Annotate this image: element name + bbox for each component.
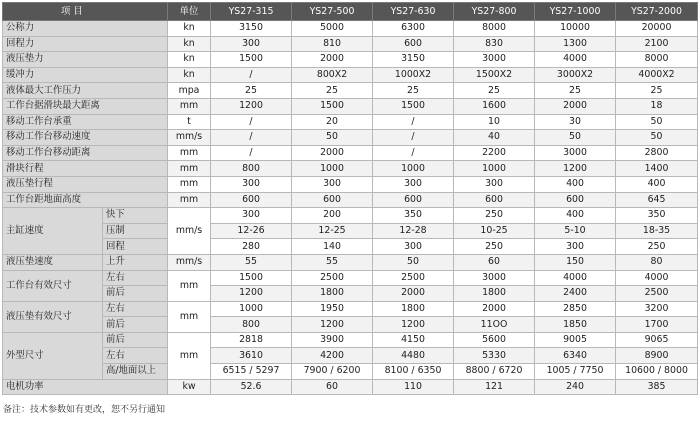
table-cell: 600 bbox=[373, 36, 454, 52]
row-label: 移动工作台移动速度 bbox=[3, 130, 168, 146]
table-cell: 1850 bbox=[535, 317, 616, 333]
group-label: 液压垫有效尺寸 bbox=[3, 301, 103, 332]
row-label: 液压垫力 bbox=[3, 52, 168, 68]
table-cell: 600 bbox=[535, 192, 616, 208]
row-unit: kn bbox=[168, 36, 211, 52]
table-cell: 3000 bbox=[454, 52, 535, 68]
table-cell: 250 bbox=[454, 208, 535, 224]
row-unit: mm/s bbox=[168, 254, 211, 270]
table-cell: 8800 / 6720 bbox=[454, 364, 535, 380]
table-cell: 25 bbox=[454, 83, 535, 99]
table-header-row bbox=[3, 3, 698, 21]
row-unit: mm bbox=[168, 98, 211, 114]
table-row bbox=[3, 36, 698, 52]
group-label: 工作台有效尺寸 bbox=[3, 270, 103, 301]
table-row bbox=[3, 83, 698, 99]
table-cell: 2000 bbox=[535, 98, 616, 114]
table-cell: 5000 bbox=[292, 21, 373, 37]
row-label: 缓冲力 bbox=[3, 67, 168, 83]
sub-label: 压制 bbox=[103, 223, 168, 239]
table-cell: 6340 bbox=[535, 348, 616, 364]
header-unit: 单位 bbox=[168, 3, 211, 21]
table-cell: 80 bbox=[616, 254, 698, 270]
table-cell: 9005 bbox=[535, 332, 616, 348]
table-cell: 12-25 bbox=[292, 223, 373, 239]
table-cell: 830 bbox=[454, 36, 535, 52]
table-cell: 1200 bbox=[211, 286, 292, 302]
header-model: YS27-1000 bbox=[535, 3, 616, 21]
table-cell: 3000X2 bbox=[535, 67, 616, 83]
table-cell: 1400 bbox=[616, 161, 698, 177]
table-cell: 300 bbox=[373, 239, 454, 255]
table-cell: 4000 bbox=[535, 52, 616, 68]
table-cell: 250 bbox=[454, 239, 535, 255]
table-cell: 1200 bbox=[292, 317, 373, 333]
table-cell: 1000X2 bbox=[373, 67, 454, 83]
table-row bbox=[3, 192, 698, 208]
table-cell: 7900 / 6200 bbox=[292, 364, 373, 380]
table-cell: 12-28 bbox=[373, 223, 454, 239]
table-cell: 55 bbox=[211, 254, 292, 270]
table-row bbox=[3, 270, 698, 286]
table-cell: 400 bbox=[535, 176, 616, 192]
table-cell: 10000 bbox=[535, 21, 616, 37]
table-cell: 10600 / 8000 bbox=[616, 364, 698, 380]
table-cell: 25 bbox=[616, 83, 698, 99]
table-cell: 400 bbox=[616, 176, 698, 192]
table-cell: 350 bbox=[616, 208, 698, 224]
table-cell: 12-26 bbox=[211, 223, 292, 239]
table-cell: 600 bbox=[454, 192, 535, 208]
table-cell: 3610 bbox=[211, 348, 292, 364]
table-cell: 25 bbox=[292, 83, 373, 99]
row-unit: mm bbox=[168, 176, 211, 192]
table-cell: 8000 bbox=[616, 52, 698, 68]
table-cell: 1300 bbox=[535, 36, 616, 52]
table-cell: 2000 bbox=[292, 145, 373, 161]
table-row bbox=[3, 254, 698, 270]
table-cell: 11OO bbox=[454, 317, 535, 333]
table-cell: 4480 bbox=[373, 348, 454, 364]
table-cell: 1800 bbox=[373, 301, 454, 317]
table-row bbox=[3, 176, 698, 192]
table-row bbox=[3, 161, 698, 177]
sub-label: 前后 bbox=[103, 332, 168, 348]
table-row bbox=[3, 364, 698, 380]
table-cell: 300 bbox=[373, 176, 454, 192]
table-cell: 800 bbox=[211, 317, 292, 333]
table-row bbox=[3, 332, 698, 348]
sub-label: 回程 bbox=[103, 239, 168, 255]
row-unit: mm bbox=[168, 270, 211, 301]
header-model: YS27-315 bbox=[211, 3, 292, 21]
table-row bbox=[3, 52, 698, 68]
sub-label: 左右 bbox=[103, 348, 168, 364]
row-label: 工作台距地面高度 bbox=[3, 192, 168, 208]
table-cell: 20000 bbox=[616, 21, 698, 37]
table-cell: 800X2 bbox=[292, 67, 373, 83]
table-cell: 1000 bbox=[373, 161, 454, 177]
table-cell: 600 bbox=[292, 192, 373, 208]
group-label: 外型尺寸 bbox=[3, 332, 103, 379]
row-label: 液体最大工作压力 bbox=[3, 83, 168, 99]
table-cell: 2400 bbox=[535, 286, 616, 302]
table-cell: 1200 bbox=[535, 161, 616, 177]
table-cell: 1005 / 7750 bbox=[535, 364, 616, 380]
table-cell: 1800 bbox=[292, 286, 373, 302]
table-cell: 4200 bbox=[292, 348, 373, 364]
table-cell: 121 bbox=[454, 379, 535, 395]
row-unit: mm bbox=[168, 332, 211, 379]
table-cell: 6300 bbox=[373, 21, 454, 37]
table-cell: 50 bbox=[616, 130, 698, 146]
row-unit: kn bbox=[168, 52, 211, 68]
table-cell: 385 bbox=[616, 379, 698, 395]
row-label: 液压垫速度 bbox=[3, 254, 103, 270]
table-cell: 25 bbox=[373, 83, 454, 99]
table-cell: 1600 bbox=[454, 98, 535, 114]
table-cell: 4000X2 bbox=[616, 67, 698, 83]
table-cell: 18-35 bbox=[616, 223, 698, 239]
table-cell: 3000 bbox=[535, 145, 616, 161]
sub-label: 左右 bbox=[103, 270, 168, 286]
sub-label: 前后 bbox=[103, 286, 168, 302]
table-cell: 200 bbox=[292, 208, 373, 224]
table-cell: 300 bbox=[535, 239, 616, 255]
table-cell: 2000 bbox=[454, 301, 535, 317]
table-cell: 350 bbox=[373, 208, 454, 224]
table-cell: 8000 bbox=[454, 21, 535, 37]
table-cell: 2800 bbox=[616, 145, 698, 161]
table-cell: 3150 bbox=[211, 21, 292, 37]
table-cell: 1200 bbox=[373, 317, 454, 333]
table-cell: 1800 bbox=[454, 286, 535, 302]
table-row bbox=[3, 67, 698, 83]
table-cell: 300 bbox=[211, 176, 292, 192]
table-cell: 50 bbox=[373, 254, 454, 270]
row-unit: kn bbox=[168, 21, 211, 37]
table-cell: 3200 bbox=[616, 301, 698, 317]
table-cell: 110 bbox=[373, 379, 454, 395]
row-label: 移动工作台移动距离 bbox=[3, 145, 168, 161]
row-label: 移动工作台承重 bbox=[3, 114, 168, 130]
table-cell: 8100 / 6350 bbox=[373, 364, 454, 380]
table-cell: 3150 bbox=[373, 52, 454, 68]
table-cell: 1000 bbox=[211, 301, 292, 317]
row-unit: t bbox=[168, 114, 211, 130]
table-cell: / bbox=[211, 114, 292, 130]
table-cell: 2000 bbox=[373, 286, 454, 302]
table-cell: 1200 bbox=[211, 98, 292, 114]
row-unit: mm bbox=[168, 161, 211, 177]
table-cell: 1000 bbox=[454, 161, 535, 177]
table-cell: 240 bbox=[535, 379, 616, 395]
table-cell: 1500 bbox=[211, 270, 292, 286]
sub-label: 左右 bbox=[103, 301, 168, 317]
header-model: YS27-500 bbox=[292, 3, 373, 21]
table-cell: 10 bbox=[454, 114, 535, 130]
table-cell: / bbox=[373, 145, 454, 161]
table-row bbox=[3, 301, 698, 317]
table-cell: 280 bbox=[211, 239, 292, 255]
table-cell: 25 bbox=[535, 83, 616, 99]
table-cell: 2818 bbox=[211, 332, 292, 348]
table-row bbox=[3, 286, 698, 302]
table-cell: 2500 bbox=[616, 286, 698, 302]
row-unit: kw bbox=[168, 379, 211, 395]
table-cell: 645 bbox=[616, 192, 698, 208]
table-cell: 1500 bbox=[292, 98, 373, 114]
table-cell: 1500X2 bbox=[454, 67, 535, 83]
table-row bbox=[3, 21, 698, 37]
table-cell: 4150 bbox=[373, 332, 454, 348]
table-cell: 1000 bbox=[292, 161, 373, 177]
table-cell: 2100 bbox=[616, 36, 698, 52]
table-cell: 3900 bbox=[292, 332, 373, 348]
table-cell: 300 bbox=[454, 176, 535, 192]
table-cell: 5600 bbox=[454, 332, 535, 348]
table-cell: 140 bbox=[292, 239, 373, 255]
table-cell: 52.6 bbox=[211, 379, 292, 395]
table-cell: 30 bbox=[535, 114, 616, 130]
table-cell: / bbox=[373, 130, 454, 146]
table-cell: 2500 bbox=[373, 270, 454, 286]
table-cell: 600 bbox=[373, 192, 454, 208]
table-row bbox=[3, 130, 698, 146]
table-cell: 1950 bbox=[292, 301, 373, 317]
table-cell: 300 bbox=[211, 36, 292, 52]
table-cell: 4000 bbox=[616, 270, 698, 286]
table-cell: 300 bbox=[292, 176, 373, 192]
row-unit: mm/s bbox=[168, 130, 211, 146]
table-cell: / bbox=[211, 67, 292, 83]
row-label: 公称力 bbox=[3, 21, 168, 37]
group-label: 主缸速度 bbox=[3, 208, 103, 255]
header-model: YS27-2000 bbox=[616, 3, 698, 21]
table-cell: 1500 bbox=[211, 52, 292, 68]
table-cell: 60 bbox=[454, 254, 535, 270]
header-model: YS27-800 bbox=[454, 3, 535, 21]
table-cell: 25 bbox=[211, 83, 292, 99]
table-cell: 5-10 bbox=[535, 223, 616, 239]
table-row bbox=[3, 317, 698, 333]
row-unit: mm bbox=[168, 192, 211, 208]
table-cell: 55 bbox=[292, 254, 373, 270]
row-label: 回程力 bbox=[3, 36, 168, 52]
table-cell: / bbox=[373, 114, 454, 130]
sub-label: 前后 bbox=[103, 317, 168, 333]
table-cell: 810 bbox=[292, 36, 373, 52]
table-cell: 40 bbox=[454, 130, 535, 146]
footnote: 备注：技术参数如有更改，恕不另行通知 bbox=[3, 405, 166, 415]
table-cell: 600 bbox=[211, 192, 292, 208]
table-cell: 18 bbox=[616, 98, 698, 114]
sub-label: 高/地面以上 bbox=[103, 364, 168, 380]
table-cell: 60 bbox=[292, 379, 373, 395]
table-cell: 800 bbox=[211, 161, 292, 177]
row-label: 滑块行程 bbox=[3, 161, 168, 177]
header-model: YS27-630 bbox=[373, 3, 454, 21]
table-cell: 2500 bbox=[292, 270, 373, 286]
table-row bbox=[3, 145, 698, 161]
table-row bbox=[3, 239, 698, 255]
row-unit: mpa bbox=[168, 83, 211, 99]
row-label: 电机功率 bbox=[3, 379, 168, 395]
table-cell: 8900 bbox=[616, 348, 698, 364]
row-unit: mm bbox=[168, 301, 211, 332]
table-cell: 2000 bbox=[292, 52, 373, 68]
table-row bbox=[3, 348, 698, 364]
table-cell: 1700 bbox=[616, 317, 698, 333]
table-row bbox=[3, 223, 698, 239]
table-cell: / bbox=[211, 130, 292, 146]
table-row bbox=[3, 208, 698, 224]
table-cell: 2850 bbox=[535, 301, 616, 317]
row-unit: kn bbox=[168, 67, 211, 83]
table-cell: 300 bbox=[211, 208, 292, 224]
table-row bbox=[3, 114, 698, 130]
table-cell: 400 bbox=[535, 208, 616, 224]
table-cell: 10-25 bbox=[454, 223, 535, 239]
sub-label: 快下 bbox=[103, 208, 168, 224]
row-unit: mm/s bbox=[168, 208, 211, 255]
table-cell: 1500 bbox=[373, 98, 454, 114]
row-unit: mm bbox=[168, 145, 211, 161]
table-cell: 5330 bbox=[454, 348, 535, 364]
table-cell: 3000 bbox=[454, 270, 535, 286]
table-cell: / bbox=[211, 145, 292, 161]
table-cell: 50 bbox=[535, 130, 616, 146]
spec-table bbox=[2, 2, 698, 395]
table-cell: 50 bbox=[292, 130, 373, 146]
table-cell: 4000 bbox=[535, 270, 616, 286]
table-cell: 6515 / 5297 bbox=[211, 364, 292, 380]
row-label: 工作台据滑块最大距离 bbox=[3, 98, 168, 114]
table-cell: 9065 bbox=[616, 332, 698, 348]
sub-label: 上升 bbox=[103, 254, 168, 270]
row-label: 液压垫行程 bbox=[3, 176, 168, 192]
table-cell: 2200 bbox=[454, 145, 535, 161]
table-cell: 150 bbox=[535, 254, 616, 270]
table-cell: 50 bbox=[616, 114, 698, 130]
table-cell: 250 bbox=[616, 239, 698, 255]
header-item: 项 目 bbox=[3, 3, 168, 21]
table-cell: 20 bbox=[292, 114, 373, 130]
table-row bbox=[3, 379, 698, 395]
table-row bbox=[3, 98, 698, 114]
